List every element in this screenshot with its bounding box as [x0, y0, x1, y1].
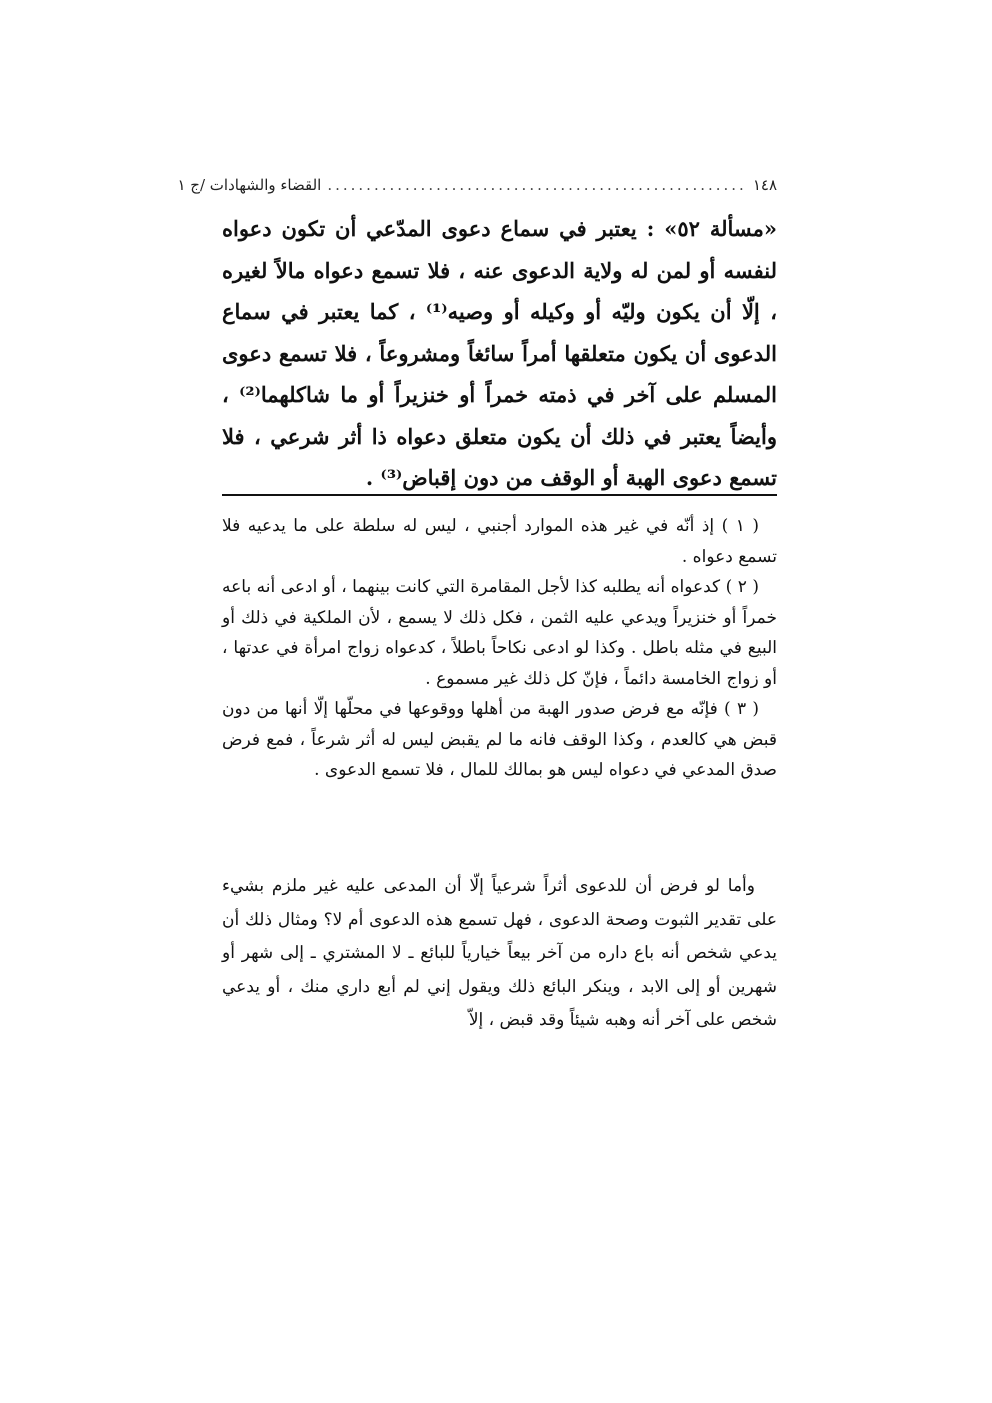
header-dot-leader: ...................................................... — [327, 176, 747, 194]
main-issue-paragraph: «مسألة ٥٢» : يعتبر في سماع دعوى المدّعي أن تكون دعواه لنفسه أو لمن له ولاية الدعوى عنه ، فلا تسمع دعواه مالاً لغيره ، إلّا أن يكون وليّه أو وكيله أو وصيه⁽¹⁾ ، كما يعتبر في سماع الدعوى أن يكون متعلقها أمراً سائغاً ومشروعاً ، فلا تسمع دعوى المسلم على آخر في ذمته خمراً أو خنزيراً أو ما شاكلهما⁽²⁾ ، وأيضاً يعتبر في ذلك أن يكون متعلق دعواه ذا أثر شرعي ، فلا تسمع دعوى الهبة أو الوقف من دون إقباض⁽³⁾ . — [222, 216, 777, 490]
footnote-1: ( ١ ) إذ أنّه في غير هذه الموارد أجنبي ، ليس له سلطة على ما يدعيه فلا تسمع دعواه . — [222, 516, 777, 567]
footnote-separator — [222, 494, 777, 496]
page-number: ١٤٨ — [752, 176, 777, 194]
book-title: القضاء والشهادات /ج ١ — [177, 176, 322, 194]
footnote-2: ( ٢ ) كدعواه أنه يطلبه كذا لأجل المقامرة التي كانت بينهما ، أو ادعى أنه باعه خمراً أو خنزيراً ويدعي عليه الثمن ، فكل ذلك لا يسمع ، لأن الملكية في ذلك أو البيع في مثله باطل . وكذا لو ادعى نكاحاً باطلاً ، كدعواه زواج امرأة في عدتها ، أو زواج الخامسة دائماً ، فإنّ كل ذلك غير مسموع . — [222, 577, 777, 689]
footnotes-section — [222, 511, 777, 786]
footnote-3: ( ٣ ) فإنّه مع فرض صدور الهبة من أهلها ووقوعها في محلّها إلّا أنها من دون قبض هي كالعدم ، وكذا الوقف فانه ما لم يقبض ليس له أثر شرعاً ، فمع فرض صدق المدعي في دعواه ليس هو بمالك للمال ، فلا تسمع الدعوى . — [222, 699, 777, 780]
running-header — [177, 170, 777, 200]
commentary-paragraph: وأما لو فرض أن للدعوى أثراً شرعياً إلّا أن المدعى عليه غير ملزم بشيء على تقدير الثبوت وصحة الدعوى ، فهل تسمع هذه الدعوى أم لا؟ ومثال ذلك أن يدعي شخص أنه باع داره من آخر بيعاً خيارياً للبائع ـ لا المشتري ـ إلى شهر أو شهرين أو إلى الابد ، وينكر البائع ذلك ويقول إني لم أبع داري منك ، أو يدعي شخص على آخر أنه وهبه شيئاً وقد قبض ، إلاّ — [222, 876, 777, 1030]
